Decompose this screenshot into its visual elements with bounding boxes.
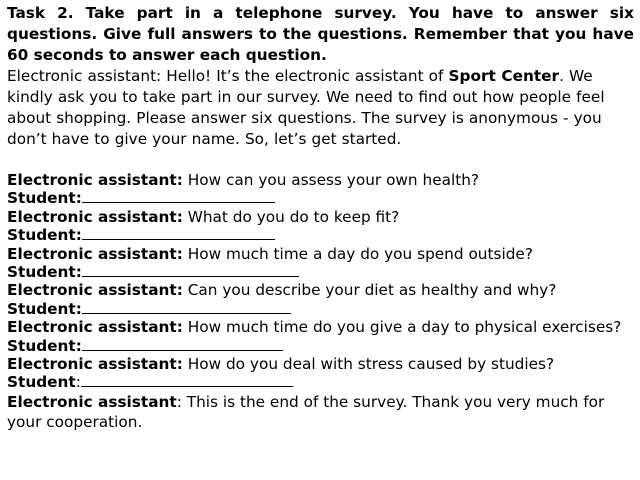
student-label: Student:: [7, 299, 82, 318]
task-instructions: Task 2. Take part in a telephone survey. You have to answer six questions. Give full answers to the questions. Remember that you have 60 seconds to answer each question.: [7, 4, 634, 64]
question-text: How much time a day do you spend outside?: [182, 244, 533, 263]
student-label: Student:: [7, 263, 82, 282]
question-text: How do you deal with stress caused by studies?: [182, 355, 555, 374]
assistant-label: Electronic assistant:: [7, 171, 183, 189]
question-text: How can you assess your own health?: [182, 171, 480, 189]
answer-blank-3[interactable]: [82, 263, 299, 277]
student-colon: :: [75, 373, 81, 392]
assistant-label: Electronic assistant:: [7, 281, 183, 300]
assistant-label: Electronic assistant: [7, 392, 177, 411]
assistant-question-6: [7, 355, 634, 373]
question-text: Can you describe your diet as healthy and why?: [182, 281, 557, 300]
assistant-question-5: [7, 318, 634, 336]
closing-text: : This is the end of the survey. Thank you very much for your cooperation.: [7, 392, 605, 431]
answer-blank-5[interactable]: [82, 337, 283, 351]
answer-blank-2[interactable]: [82, 226, 275, 240]
student-label: Student:: [7, 336, 82, 355]
student-answer-2: [7, 226, 634, 244]
answer-blank-1[interactable]: [82, 189, 275, 203]
closing-message: [7, 392, 634, 432]
answer-blank-4[interactable]: [82, 300, 291, 314]
paragraph-gap: [7, 150, 634, 171]
assistant-question-4: [7, 281, 634, 299]
student-label: Student:: [7, 226, 82, 245]
assistant-label: Electronic assistant:: [7, 244, 183, 263]
question-text: How much time do you give a day to physical exercises?: [182, 318, 622, 337]
assistant-question-3: [7, 245, 634, 263]
student-answer-1: [7, 189, 634, 207]
student-label: Student:: [7, 189, 82, 208]
assistant-label: Electronic assistant:: [7, 207, 183, 226]
assistant-question-2: [7, 208, 634, 226]
intro-text-start: Electronic assistant: Hello! It’s the electronic assistant of: [7, 67, 449, 85]
assistant-label: Electronic assistant:: [7, 355, 183, 374]
assistant-label: Electronic assistant:: [7, 318, 183, 337]
survey-document: [7, 3, 634, 432]
intro-paragraph: [7, 66, 634, 150]
assistant-question-1: [7, 171, 634, 189]
student-answer-4: [7, 300, 634, 318]
intro-text-rest: . We kindly ask you to take part in our survey. We need to find out how people feel about shopping. Please answer six questions. The survey is anonymous - you don’t have to give your name. So, let’s get started.: [7, 67, 605, 148]
student-answer-5: [7, 337, 634, 355]
answer-blank-6[interactable]: [81, 373, 293, 387]
student-answer-6: [7, 373, 634, 391]
student-label: Student: [7, 373, 76, 392]
brand-name: Sport Center: [448, 67, 560, 85]
question-text: What do you do to keep fit?: [182, 207, 400, 226]
student-answer-3: [7, 263, 634, 281]
